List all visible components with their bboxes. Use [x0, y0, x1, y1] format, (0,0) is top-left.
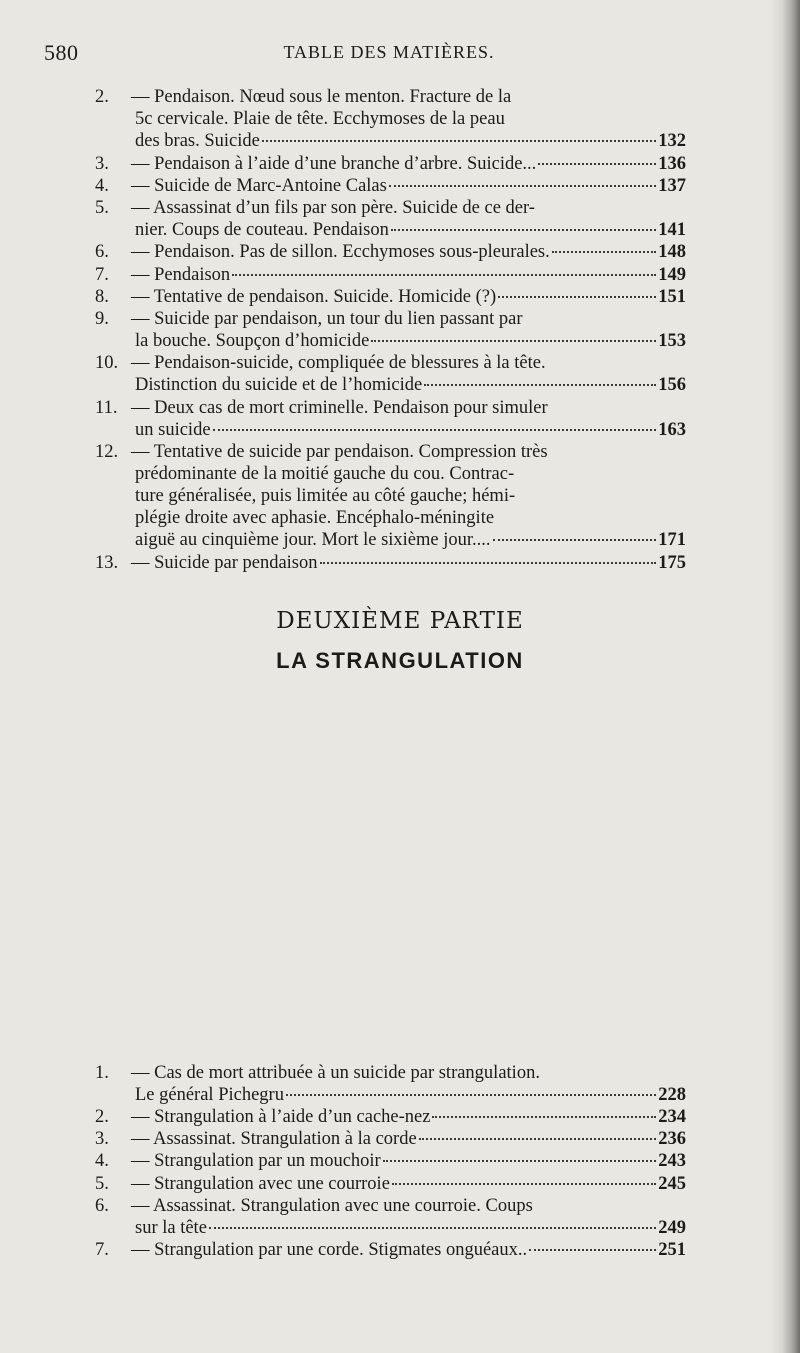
- part-one-entry: [95, 86, 686, 152]
- entry-page: 163: [658, 419, 686, 440]
- entry-text: — Pendaison. Nœud sous le menton. Fracture de la: [131, 87, 512, 107]
- entry-line-final: [95, 1150, 686, 1172]
- entry-text: — Pendaison-suicide, compliquée de blessures à la tête.: [131, 353, 546, 374]
- leader-dots: [552, 251, 656, 253]
- entry-line: [95, 1062, 686, 1084]
- entry-page: 175: [658, 553, 686, 574]
- entry-page: 245: [658, 1173, 686, 1194]
- entry-number: 13.: [95, 553, 119, 574]
- entry-line-final: [95, 374, 686, 396]
- entry-page: 249: [658, 1217, 686, 1238]
- entry-line: [95, 86, 686, 108]
- observation-entry: [95, 1173, 686, 1195]
- entry-text: — Strangulation avec une courroie: [131, 1173, 390, 1194]
- entry-text: Le général Pichegru: [135, 1084, 284, 1105]
- entry-line: [95, 507, 686, 529]
- part-one-entry: [95, 352, 686, 396]
- leader-dots: [493, 539, 657, 541]
- entry-page: 243: [658, 1151, 686, 1172]
- entry-text: 5c cervicale. Plaie de tête. Ecchymoses de la peau: [135, 109, 505, 129]
- entry-page: 141: [658, 220, 686, 240]
- observation-entry: [95, 1128, 686, 1150]
- entry-line-final: [95, 1084, 686, 1106]
- observation-entry: [95, 1062, 686, 1106]
- entry-number: 3.: [95, 153, 109, 174]
- entry-number: 3.: [95, 1129, 109, 1150]
- entry-text: — Suicide par pendaison: [131, 553, 318, 574]
- entry-line-final: [95, 419, 686, 441]
- entry-number: 8.: [95, 286, 109, 307]
- entry-text: sur la tête: [135, 1217, 207, 1238]
- leader-dots: [424, 384, 656, 386]
- entry-page: 228: [658, 1084, 686, 1105]
- part-one-entry: [95, 241, 686, 263]
- entry-text: prédominante de la moitié gauche du cou. Contrac-: [135, 464, 515, 485]
- leader-dots: [286, 1094, 656, 1096]
- entry-text: — Pendaison. Pas de sillon. Ecchymoses sous-pleurales.: [131, 242, 550, 263]
- entry-number: 5.: [95, 198, 109, 218]
- leader-dots: [209, 1227, 656, 1229]
- running-title: TABLE DES MATIÈRES.: [283, 42, 495, 62]
- entry-number: 7.: [95, 1240, 109, 1261]
- entry-text: — Pendaison: [131, 264, 231, 285]
- page-header: [44, 40, 734, 70]
- entry-text: nier. Coups de couteau. Pendaison: [135, 220, 389, 240]
- entry-number: 11.: [95, 397, 118, 418]
- part-one-entry: [95, 264, 686, 286]
- entry-line-final: [95, 219, 686, 241]
- leader-dots: [232, 274, 656, 276]
- entry-line: [95, 108, 686, 130]
- entry-number: 12.: [95, 442, 119, 463]
- entry-line-final: [95, 1128, 686, 1150]
- entry-text: — Strangulation à l’aide d’un cache-nez: [131, 1107, 431, 1127]
- leader-dots: [383, 1160, 657, 1162]
- part-one-entry: [95, 153, 686, 175]
- entry-text: un suicide: [135, 419, 211, 440]
- entry-text: — Strangulation par une corde. Stigmates onguéaux..: [131, 1240, 528, 1261]
- leader-dots: [419, 1138, 657, 1140]
- entry-text: ture généralisée, puis limitée au côté gauche; hémi-: [135, 486, 516, 507]
- entry-page: 171: [658, 530, 686, 551]
- entry-page: 236: [658, 1129, 686, 1150]
- part-one-entry: [95, 175, 686, 197]
- leader-dots: [262, 140, 656, 142]
- entry-number: 9.: [95, 309, 109, 329]
- entry-number: 4.: [95, 175, 109, 196]
- entry-line: [95, 352, 686, 374]
- entry-text: — Strangulation par un mouchoir: [131, 1151, 381, 1172]
- entry-page: 153: [658, 331, 686, 351]
- entry-text: des bras. Suicide: [135, 131, 260, 151]
- entry-line: [95, 441, 686, 463]
- entry-text: — Tentative de suicide par pendaison. Compression très: [131, 442, 548, 463]
- entry-number: 2.: [95, 1107, 109, 1127]
- leader-dots: [432, 1116, 656, 1118]
- entry-text: — Tentative de pendaison. Suicide. Homicide (?): [131, 286, 497, 307]
- part-one-entry: [95, 308, 686, 352]
- entry-line-final: [95, 1173, 686, 1195]
- entry-page: 148: [658, 242, 686, 263]
- entry-line-final: [95, 264, 686, 286]
- entry-line-final: [95, 130, 686, 152]
- page-edge-shadow: [770, 0, 800, 1353]
- part-one-entry: [95, 397, 686, 441]
- leader-dots: [320, 562, 657, 564]
- entry-line: [95, 463, 686, 485]
- entry-text: — Assassinat d’un fils par son père. Suicide de ce der-: [131, 198, 535, 218]
- entry-line-final: [95, 1106, 686, 1128]
- entry-page: 132: [658, 131, 686, 151]
- entry-text: — Suicide de Marc-Antoine Calas: [131, 175, 387, 196]
- entry-number: 10.: [95, 353, 119, 374]
- entry-line-final: [95, 286, 686, 308]
- leader-dots: [392, 1183, 656, 1185]
- part-one-entry: [95, 552, 686, 574]
- part-one-entry: [95, 197, 686, 241]
- leader-dots: [391, 229, 656, 231]
- entry-line-final: [95, 552, 686, 574]
- entry-number: 5.: [95, 1173, 109, 1194]
- entry-text: Distinction du suicide et de l’homicide: [135, 375, 423, 396]
- page-number: 580: [44, 40, 79, 65]
- entry-text: — Suicide par pendaison, un tour du lien passant par: [131, 309, 523, 329]
- entry-line-final: [95, 241, 686, 263]
- observation-entry: [95, 1239, 686, 1261]
- observation-entry: [95, 1195, 686, 1239]
- entry-text: — Assassinat. Strangulation avec une courroie. Coups: [131, 1195, 533, 1216]
- leader-dots: [498, 296, 656, 298]
- entry-line: [95, 1195, 686, 1217]
- leader-dots: [389, 185, 656, 187]
- entry-line: [95, 485, 686, 507]
- part-one-entry: [95, 441, 686, 551]
- entry-line-final: [95, 175, 686, 197]
- entry-line-final: [95, 1239, 686, 1261]
- entry-number: 7.: [95, 264, 109, 285]
- entry-number: 6.: [95, 1195, 109, 1216]
- entry-page: 151: [658, 286, 686, 307]
- entry-page: 137: [658, 175, 686, 196]
- entry-number: 1.: [95, 1062, 109, 1083]
- entry-line-final: [95, 153, 686, 175]
- entry-number: 2.: [95, 87, 109, 107]
- entry-page: 136: [658, 153, 686, 174]
- entry-number: 6.: [95, 242, 109, 263]
- section-title: LA STRANGULATION: [276, 648, 524, 674]
- entry-page: 149: [658, 264, 686, 285]
- entry-page: 156: [658, 375, 686, 396]
- part-one-entry: [95, 286, 686, 308]
- entry-text: la bouche. Soupçon d’homicide: [135, 331, 370, 351]
- entry-line-final: [95, 1217, 686, 1239]
- entry-text: — Deux cas de mort criminelle. Pendaison pour simuler: [131, 397, 548, 418]
- entry-text: plégie droite avec aphasie. Encéphalo-méningite: [135, 508, 495, 529]
- leader-dots: [371, 340, 656, 342]
- entry-text: — Cas de mort attribuée à un suicide par strangulation.: [131, 1062, 540, 1083]
- entry-line-final: [95, 330, 686, 352]
- leader-dots: [213, 429, 657, 431]
- entry-text: — Pendaison à l’aide d’une branche d’arbre. Suicide...: [131, 153, 537, 174]
- entry-text: — Assassinat. Strangulation à la corde: [131, 1129, 417, 1150]
- entry-text: aiguë au cinquième jour. Mort le sixième jour....: [135, 530, 491, 551]
- entry-line-final: [95, 529, 686, 551]
- part-title: DEUXIÈME PARTIE: [276, 608, 524, 635]
- entry-line: [95, 397, 686, 419]
- observation-entry: [95, 1106, 686, 1128]
- entry-line: [95, 197, 686, 219]
- entry-number: 4.: [95, 1151, 109, 1172]
- entry-page: 234: [658, 1107, 686, 1127]
- entry-page: 251: [658, 1240, 686, 1261]
- leader-dots: [529, 1249, 656, 1251]
- leader-dots: [538, 163, 656, 165]
- observation-entry: [95, 1150, 686, 1172]
- entry-line: [95, 308, 686, 330]
